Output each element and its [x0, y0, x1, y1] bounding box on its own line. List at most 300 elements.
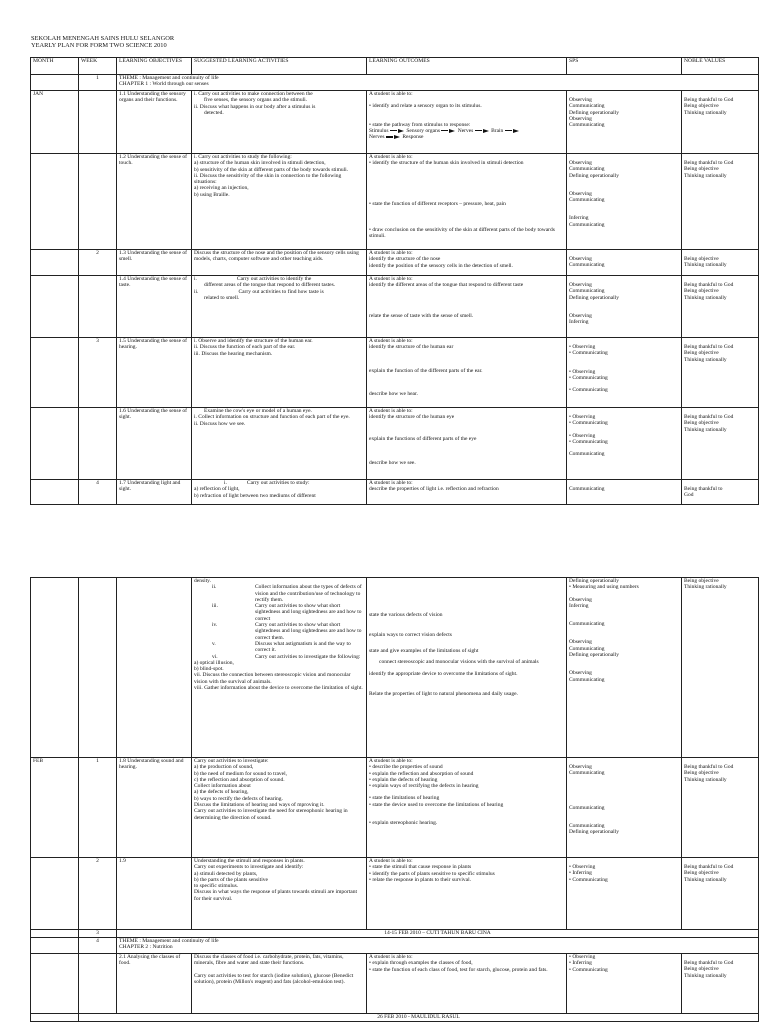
values-cell — [682, 758, 759, 858]
outcome-text: state the various defects of vision — [369, 612, 443, 618]
value-item: Thinking rationally — [684, 776, 727, 783]
value-item: God — [684, 492, 694, 499]
outcome-text: state and give examples of the limitations of sight — [369, 647, 479, 654]
value-item: Being objective — [684, 770, 719, 777]
outcomes-cell — [367, 954, 567, 1014]
objective-cell — [117, 578, 192, 758]
value-item: Being thankful to God — [684, 864, 734, 870]
activity-text: a) reflection of light, — [194, 486, 240, 493]
objective-cell: 1.1 Understanding the sensory organs and their functions. — [117, 91, 192, 154]
holiday-note: 14-15 FEB 2010 – CUTI TAHUN BARU CINA — [117, 930, 759, 938]
sps-cell — [567, 91, 682, 154]
activity-number: i. — [224, 480, 227, 486]
value-item: Thinking rationally — [684, 262, 727, 269]
outcome-text: A student is able to: — [369, 758, 413, 764]
activity-text: five senses, the sensory organs and the stimuli. — [204, 97, 308, 104]
value-item: Thinking rationally — [684, 109, 727, 116]
outcome-text: • explain stereophonic hearing. — [369, 820, 564, 826]
activity-text: Collect information about the types of defects of vision and the contribution/use of technology to rectify them. — [255, 584, 362, 603]
sps-item: Communicating — [569, 770, 605, 777]
table-row — [31, 250, 759, 276]
activity-text: a) receiving an injection, — [194, 185, 249, 192]
activities-cell — [192, 954, 367, 1014]
pathway-diagram-line2 — [369, 134, 564, 140]
school-name: SEKOLAH MENENGAH SAINS HULU SELANGOR — [31, 35, 175, 42]
sps-item: Communicating — [569, 166, 605, 173]
objective-cell: 1.9 — [117, 858, 192, 930]
activity-text: iii. Discuss the hearing mechanism. — [194, 350, 273, 357]
activity-text: ii. Discuss the sensitivity of the skin in connection to the following situations: — [194, 172, 342, 186]
outcome-text: • identify the structure of the human skin involved in stimuli detection — [369, 160, 564, 166]
sps-item: Communicating — [569, 122, 605, 129]
outcome-text: A student is able to: — [369, 154, 413, 160]
sps-item: • Measuring and using numbers — [569, 584, 679, 590]
outcome-text: • explain through examples the classes of food, — [369, 960, 564, 966]
arrow-icon — [483, 129, 489, 133]
sps-item: • Communicating — [569, 387, 679, 393]
pathway-step: Sensory organs — [406, 127, 440, 134]
outcome-text: • explain the defects of hearing — [369, 777, 564, 783]
sps-item: • Observing — [569, 344, 679, 350]
activity-number: ii. — [212, 584, 217, 591]
sps-item: • Observing — [569, 433, 679, 439]
value-item: Being thankful to — [684, 486, 723, 492]
activities-cell: Discuss the structure of the nose and the position of the sensory cells using models, charts, computer software and other teaching aids. — [192, 250, 367, 276]
sps-item: Observing — [569, 115, 592, 122]
activity-text: related to smell. — [204, 294, 240, 301]
theme-row — [31, 75, 759, 91]
chapter-title: CHAPTER 2 : Nutrition — [119, 944, 173, 951]
sps-item: Communicating — [569, 103, 605, 110]
outcome-text: A student is able to: — [369, 408, 413, 414]
outcome-text: relate the sense of taste with the sense of smell. — [369, 312, 474, 319]
values-cell — [682, 408, 759, 480]
value-item: Thinking rationally — [684, 172, 727, 179]
outcomes-cell — [367, 858, 567, 930]
values-cell — [682, 250, 759, 276]
header-values: NOBLE VALUES — [682, 58, 759, 75]
activity-text: a) stimuli detected by plants, — [194, 870, 258, 877]
outcome-text: connect stereoscopic and monocular visions with the survival of animals — [379, 658, 539, 665]
activity-text: different areas of the tongue that respond to different tastes. — [204, 282, 336, 289]
header-sps: SPS — [567, 58, 682, 75]
values-cell — [682, 91, 759, 154]
week-cell — [79, 154, 117, 250]
outcome-text: explain the function of the different parts of the ear. — [369, 367, 483, 374]
activity-text: ii. Discuss the function of each part of the ear. — [194, 344, 296, 351]
sps-item: • Communicating — [569, 420, 679, 426]
value-item: Being thankful to God — [684, 960, 734, 966]
outcome-text: identify the different areas of the tongue that respond to different taste — [369, 282, 524, 289]
outcomes-cell — [367, 250, 567, 276]
sps-item: Observing — [569, 190, 592, 197]
activities-cell — [192, 578, 367, 758]
activity-text: Carry out activities to investigate the following: — [255, 653, 361, 660]
pathway-step: Nerves — [457, 127, 474, 134]
activity-text: b) refraction of light between two mediums of different — [194, 492, 316, 499]
outcome-text: A student is able to: — [369, 91, 413, 97]
value-item: Being thankful to God — [684, 414, 734, 420]
value-item: Thinking rationally — [684, 972, 727, 979]
outcome-text: A student is able to: — [369, 480, 413, 486]
outcome-text: • state the pathway from stimulus to response: — [369, 122, 564, 128]
sps-cell — [567, 154, 682, 250]
value-item: Thinking rationally — [684, 876, 727, 883]
outcome-text: identify the structure of the human ear — [369, 344, 454, 351]
activity-text: Carry out activities to investigate the need for stereophonic hearing in determining the direction of sound. — [194, 808, 348, 821]
sps-item: • Communicating — [569, 350, 679, 356]
week-cell — [79, 578, 117, 758]
sps-item: Defining operationally — [569, 294, 619, 301]
header-week: WEEK — [79, 58, 117, 75]
outcomes-cell — [367, 578, 567, 758]
outcome-text: • explain ways of rectifying the defects in hearing — [369, 783, 564, 789]
sps-item: Communicating — [569, 822, 605, 829]
activity-number: ii. — [194, 288, 199, 295]
table-row — [31, 91, 759, 154]
value-item: Being objective — [684, 966, 719, 973]
week-cell — [79, 91, 117, 154]
sps-cell — [567, 954, 682, 1014]
sps-item: • Inferring — [569, 960, 679, 966]
activity-text: Carry out activities to investigate: — [194, 758, 269, 764]
value-item: Being objective — [684, 578, 719, 584]
sps-cell — [567, 578, 682, 758]
sps-item: Communicating — [569, 288, 605, 295]
activity-text: i. Carry out activities to study the following: — [194, 154, 292, 160]
table-row — [31, 276, 759, 338]
outcomes-cell — [367, 480, 567, 505]
values-cell — [682, 276, 759, 338]
objective-cell: 2.1 Analysing the classes of food. — [117, 954, 192, 1014]
sps-item: • Communicating — [569, 439, 679, 445]
objective-cell: 1.6 Understanding the sense of sight. — [117, 408, 192, 480]
value-item: Being objective — [684, 870, 719, 877]
activity-text: Discuss the limitations of hearing and ways of mproving it. — [194, 802, 325, 809]
values-cell — [682, 858, 759, 930]
week-cell — [79, 408, 117, 480]
value-item: Thinking rationally — [684, 584, 727, 591]
outcome-text: A student is able to: — [369, 250, 413, 256]
sps-item: Defining operationally — [569, 172, 619, 179]
holiday-row — [31, 1014, 759, 1022]
activity-text: b) the need of medium for sound to travel, — [194, 770, 288, 777]
activity-text: a) structure of the human skin involved in stimuli detection, — [194, 160, 326, 167]
sps-cell — [567, 338, 682, 408]
sps-item: Observing — [569, 282, 592, 288]
objective-cell: 1.4 Understanding the sense of taste. — [117, 276, 192, 338]
arrow-icon — [505, 130, 512, 132]
values-cell — [682, 578, 759, 758]
activities-cell — [192, 408, 367, 480]
week-cell: 4 — [79, 480, 117, 505]
header-objectives: LEARNING OBJECTIVES — [117, 58, 192, 75]
activity-text: Collect information about — [194, 783, 251, 790]
value-item: Thinking rationally — [684, 294, 727, 301]
arrow-icon — [398, 129, 404, 133]
table-row — [31, 758, 759, 858]
header-activities: SUGGESTED LEARNING ACTIVITIES — [192, 58, 367, 75]
month-cell — [31, 938, 79, 954]
activity-text: detected. — [204, 109, 224, 116]
outcome-text: • describe the properties of sound — [369, 764, 564, 770]
sps-item: Observing — [569, 160, 592, 166]
activity-text: Discuss what astigmatism is and the way to correct it. — [255, 640, 351, 654]
activity-text: Carry out activities to find how taste is — [238, 288, 324, 295]
outcome-text: • state the device used to overcome the limitations of hearing — [369, 802, 564, 808]
activity-number: iv. — [212, 622, 218, 629]
outcomes-cell — [367, 154, 567, 250]
table-row — [31, 858, 759, 930]
sps-cell — [567, 480, 682, 505]
sps-item: Observing — [569, 596, 592, 603]
outcome-text: explain the functions of different parts of the eye — [369, 435, 477, 442]
activity-text: a) the production of sound, — [194, 764, 254, 771]
activity-text: b) ways to rectify the defects of hearing. — [194, 795, 283, 802]
activity-text: a) the defects of hearing, — [194, 789, 249, 796]
outcome-text: A student is able to: — [369, 338, 413, 344]
sps-item: Defining operationally — [569, 829, 619, 836]
activity-text: viii. Gather information about the device to overcome the limitation of sight. — [194, 685, 363, 692]
objective-cell: 1.3 Understanding the sense of smell. — [117, 250, 192, 276]
activity-number: v. — [212, 640, 216, 647]
outcomes-cell — [367, 276, 567, 338]
activity-text: a) optical illusion, — [194, 659, 234, 666]
value-item: Being thankful to God — [684, 160, 734, 166]
sps-item: Defining operationally — [569, 109, 619, 116]
pathway-step: Nerves — [369, 134, 385, 141]
week-cell: 2 — [79, 858, 117, 930]
activity-text: c) the reflection and absorption of sound. — [194, 776, 285, 783]
month-cell — [31, 75, 79, 91]
values-cell — [682, 338, 759, 408]
month-cell — [31, 858, 79, 930]
sps-item: • Communicating — [569, 877, 679, 883]
month-cell — [31, 1014, 79, 1022]
outcome-text: A student is able to: — [369, 858, 413, 864]
table-row — [31, 154, 759, 250]
theme-row — [31, 938, 759, 954]
value-item: Being thankful to God — [684, 344, 734, 350]
month-cell — [31, 338, 79, 408]
sps-item: Communicating — [569, 486, 605, 492]
yearly-plan-table-page1 — [30, 57, 759, 505]
month-cell: FEB — [31, 758, 79, 858]
activity-text: ii. Discuss how we see. — [194, 420, 246, 427]
values-cell — [682, 954, 759, 1014]
outcomes-cell — [367, 91, 567, 154]
week-cell — [79, 276, 117, 338]
chapter-title: CHAPTER 1 : World through our senses — [119, 81, 209, 88]
outcome-text: A student is able to: — [369, 276, 413, 282]
sps-item: Communicating — [569, 221, 605, 228]
outcome-text: • identify the parts of plants sensitive to specific stimulus — [369, 871, 564, 877]
sps-item: Communicating — [569, 676, 605, 683]
activity-text: b) blind-spot. — [194, 666, 224, 673]
activity-text: i. Collect information on structure and function of each part of the eye. — [194, 414, 350, 421]
month-cell: JAN — [31, 91, 79, 154]
activities-cell — [192, 91, 367, 154]
outcome-text: identify the appropriate device to overcome the limitations of sight. — [369, 671, 518, 678]
sps-item: • Communicating — [569, 375, 679, 381]
pathway-step: Response — [402, 134, 424, 141]
sps-item: Communicating — [569, 451, 605, 458]
header-outcomes: LEARNING OUTCOMES — [367, 58, 567, 75]
month-cell — [31, 930, 79, 938]
outcome-text: A student is able to: — [369, 954, 413, 960]
activities-cell — [192, 154, 367, 250]
objective-cell: 1.8 Understanding sound and hearing. — [117, 758, 192, 858]
sps-cell — [567, 758, 682, 858]
value-item: Being objective — [684, 288, 719, 295]
arrow-icon — [394, 135, 400, 139]
sps-item: Communicating — [569, 804, 605, 811]
activity-text: Understanding the stimuli and responses in plants. — [194, 858, 305, 864]
sps-item: • Inferring — [569, 870, 679, 876]
arrow-icon — [449, 129, 455, 133]
header-row — [31, 58, 759, 75]
month-cell — [31, 276, 79, 338]
outcomes-cell — [367, 408, 567, 480]
objective-cell: 1.7 Understanding light and sight. — [117, 480, 192, 505]
activity-text: Carry out activities to study: — [246, 480, 310, 486]
outcome-text: describe how we see. — [369, 459, 416, 466]
value-item: Being thankful to God — [684, 97, 734, 103]
outcome-text: • relate the response in plants to their survival. — [369, 877, 564, 883]
week-cell: 1 — [79, 758, 117, 858]
value-item: Being objective — [684, 256, 719, 262]
value-item: Being objective — [684, 350, 719, 357]
activity-text: Carry out experiments to investigate and identify: — [194, 864, 304, 871]
sps-item: Defining operationally — [569, 578, 619, 584]
outcome-text: explain ways to correct vision defects — [369, 632, 452, 639]
values-cell — [682, 154, 759, 250]
outcome-text: • draw conclusion on the sensitivity of the skin at different parts of the body towards stimuli. — [369, 227, 564, 240]
sps-cell — [567, 276, 682, 338]
sps-item: • Communicating — [569, 967, 679, 973]
sps-item: Observing — [569, 97, 592, 103]
table-row — [31, 338, 759, 408]
sps-item: • Observing — [569, 864, 679, 870]
week-cell: 3 — [79, 338, 117, 408]
activities-cell — [192, 276, 367, 338]
sps-item: Observing — [569, 312, 592, 319]
pathway-step: Brain — [491, 127, 504, 134]
pathway-step: Stimulus — [369, 127, 389, 134]
activity-text: b) using Braille. — [194, 191, 230, 198]
activity-text: ii. Discuss what happens in our body after a stimulus is — [194, 103, 316, 110]
arrow-icon — [390, 130, 397, 132]
value-item: Being thankful to God — [684, 764, 734, 770]
activity-text: vii. Discuss the connection between stereoscopic vision and monocular vision with the survival of animals. — [194, 672, 351, 685]
month-cell — [31, 578, 79, 758]
sps-item: Communicating — [569, 262, 605, 269]
arrow-icon — [386, 136, 393, 138]
sps-item: Defining operationally — [569, 652, 619, 659]
sps-item: Communicating — [569, 621, 605, 628]
activity-text: b) the parts of the plants sensitive — [194, 876, 268, 883]
month-cell — [31, 954, 79, 1014]
outcome-text: • explain the reflection and absorption of sound — [369, 771, 564, 777]
sps-item: Communicating — [569, 645, 605, 652]
activities-cell — [192, 858, 367, 930]
sps-item: Observing — [569, 764, 592, 770]
objective-cell: 1.2 Understanding the sense of touch. — [117, 154, 192, 250]
theme-cell — [117, 75, 759, 91]
activities-cell — [192, 480, 367, 505]
outcome-text: • state the limitations of hearing — [369, 795, 564, 801]
activity-text: Carry out activities to test for starch (iodine solution), glucose (Benedict solution), protein (Millon's reagent) and fats (alcohol-emulsion test). — [194, 972, 354, 985]
outcome-text: identify the structure of the human eye — [369, 414, 455, 421]
yearly-plan-table-page2 — [30, 577, 759, 1022]
month-cell — [31, 250, 79, 276]
outcome-text: • state the stimuli that cause response in plants — [369, 864, 564, 870]
activity-text: Carry out activities to show what short sightedness and long sightedness are and how to correct — [255, 603, 362, 622]
holiday-row — [31, 930, 759, 938]
week-cell: 1 — [79, 75, 117, 91]
outcomes-cell — [367, 758, 567, 858]
value-item: Being thankful to God — [684, 282, 734, 288]
sps-item: • Observing — [569, 369, 679, 375]
value-item: Being objective — [684, 166, 719, 173]
outcomes-cell — [367, 338, 567, 408]
sps-item: • Observing — [569, 414, 679, 420]
arrow-icon — [441, 130, 448, 132]
activities-cell — [192, 758, 367, 858]
arrow-icon — [513, 129, 519, 133]
value-item: Being objective — [684, 103, 719, 110]
activity-text: b) sensitivity of the skin at different parts of the body towards stimuli. — [194, 166, 349, 173]
month-cell — [31, 408, 79, 480]
activity-text: Discuss in what ways the response of plants towards stimuli are important for their survival. — [194, 889, 357, 902]
week-cell: 3 — [79, 930, 117, 938]
theme-cell — [117, 938, 759, 954]
sps-cell — [567, 408, 682, 480]
week-cell: 2 — [79, 250, 117, 276]
theme-title: THEME : Management and continuity of life — [119, 75, 219, 81]
value-item: Being objective — [684, 420, 719, 427]
activity-text: density. — [194, 578, 211, 584]
activity-text: i. Observe and identify the structure of the human ear. — [194, 338, 313, 344]
activity-text: i. Carry out activities to make connection between the — [194, 91, 313, 97]
activity-text: Carry out activities to show what short sightedness and long sightedness are and how to correct them. — [255, 622, 362, 641]
activity-text: Examine the cow's eye or model of a human eye. — [204, 408, 312, 414]
activity-text: Discuss the classes of food i.e. carbohydrate, protein, fats, vitamins, minerals, fibre and water and state their functions. — [194, 954, 344, 967]
sps-cell — [567, 858, 682, 930]
activity-text: to specific stimulus. — [194, 883, 239, 890]
week-cell: 4 — [79, 938, 117, 954]
activity-number: i. — [194, 276, 197, 282]
values-cell — [682, 480, 759, 505]
table-row — [31, 480, 759, 505]
outcome-text: describe how we hear. — [369, 390, 418, 397]
objective-cell: 1.5 Understanding the sense of hearing. — [117, 338, 192, 408]
arrow-icon — [475, 130, 482, 132]
activity-number: vi. — [212, 653, 218, 660]
sps-item: Inferring — [569, 602, 589, 609]
table-row — [31, 954, 759, 1014]
sps-item: Observing — [569, 639, 592, 646]
table-row — [31, 578, 759, 758]
outcome-text: Relate the properties of light to natural phenomena and daily usage. — [369, 691, 518, 698]
header-month: MONTH — [31, 58, 79, 75]
week-cell — [79, 954, 117, 1014]
sps-item: Inferring — [569, 319, 589, 326]
month-cell — [31, 154, 79, 250]
activity-number: iii. — [212, 603, 218, 610]
value-item: Thinking rationally — [684, 356, 727, 363]
outcome-text: • state the function of each class of food, test for starch, glucose, protein and fats. — [369, 967, 564, 973]
